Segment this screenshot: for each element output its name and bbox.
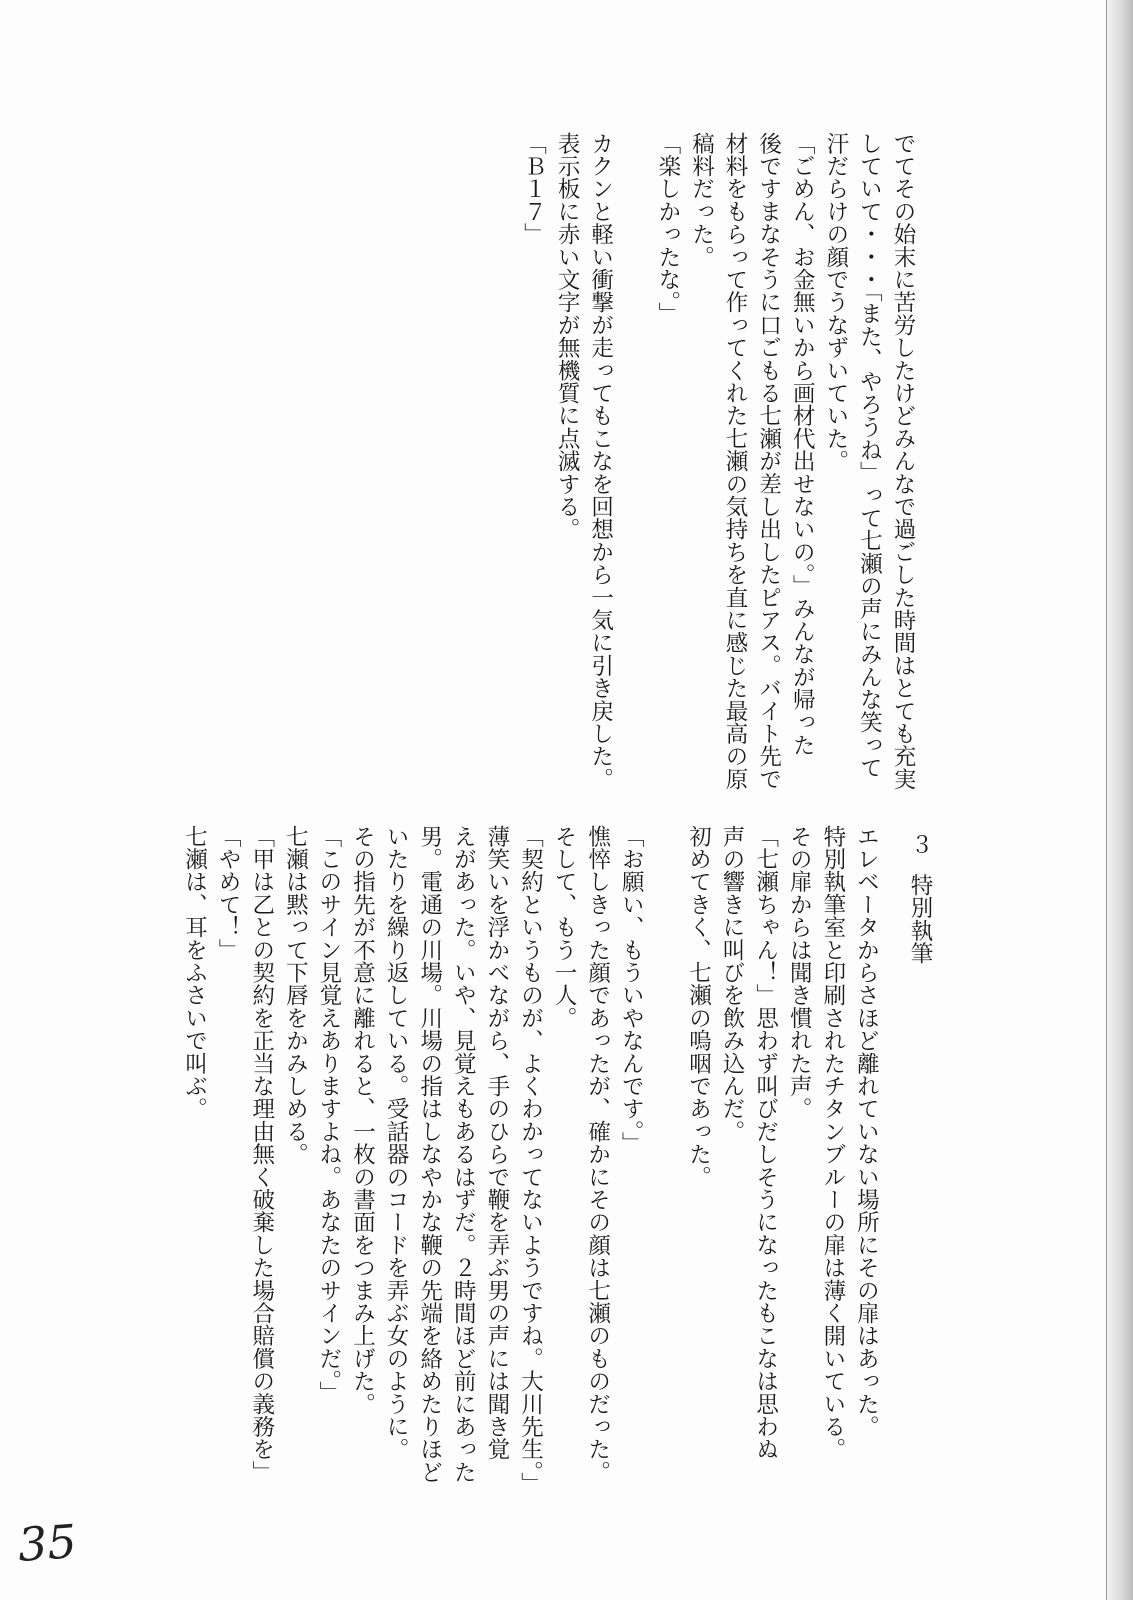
upper-text-block [516, 132, 919, 790]
text-line: 憔悴しきった顔であったが、確かにその顔は七瀬のものだった。 [584, 825, 611, 1484]
text-line: 「ごめん、お金無いから画材代出せないの。」みんなが帰った [789, 132, 816, 757]
text-line: 薄笑いを浮かべながら、手のひらで鞭を弄ぶ男の声には聞き覚 [483, 825, 510, 1461]
lower-paragraphs [177, 825, 882, 1495]
text-line: そして、もう一人。 [551, 825, 578, 1030]
text-line: 七瀬は、耳をふさいで叫ぶ。 [181, 825, 208, 1121]
text-line: していて・・・「また、やろうね」って七瀬の声にみんな笑って [856, 132, 883, 780]
chapter-heading [902, 825, 936, 1495]
text-line: 材料をもらって作ってくれた七瀬の気持ちを直に感じた最高の原 [722, 132, 749, 791]
text-line: 七瀬は黙って下唇をかみしめる。 [282, 825, 309, 1166]
lower-text-block [177, 825, 936, 1495]
text-line: 特別執筆室と印刷されたチタンブルーの扉は薄く開いている。 [819, 825, 846, 1461]
heading-spacer [882, 825, 902, 1495]
text-line: いたりを繰り返している。受話器のコードを弄ぶ女のように。 [383, 825, 410, 1461]
text-line: 「お願い、もういやなんです。」 [618, 825, 645, 1155]
text-line: エレベータからさほど離れていない場所にその扉はあった。 [853, 825, 880, 1438]
chapter-number: ３ [907, 833, 933, 856]
text-line: 声の響きに叫びを飲み込んだ。 [719, 825, 746, 1143]
text-line: カクンと軽い衝撃が走ってもこなを回想から一気に引き戻した。 [587, 132, 614, 791]
text-line: 「やめて！」 [215, 825, 242, 962]
chapter-title: 特別執筆 [907, 873, 933, 965]
text-line: 「七瀬ちゃん！」思わず叫びだしそうになったもこなは思わぬ [752, 825, 779, 1461]
text-line: 「甲は乙との契約を正当な理由無く破棄した場合賠償の義務を」 [248, 825, 275, 1484]
text-line: 初めてきく、七瀬の嗚咽であった。 [685, 825, 712, 1189]
text-line: 稿料だった。 [688, 132, 715, 269]
page-edge [1106, 0, 1133, 1600]
text-line: でてその始末に苦労したけどみんなで過ごした時間はとても充実 [890, 132, 916, 791]
text-line: その扉からは聞き慣れた声。 [786, 825, 813, 1121]
text-line: その指先が不意に離れると、一枚の書面をつまみ上げた。 [349, 825, 376, 1416]
page-number: 35 [16, 1514, 79, 1572]
text-line: 男。電通の川場。川場の指はしなやかな鞭の先端を絡めたりほど [416, 825, 443, 1484]
text-line: 汗だらけの顔でうなずいていた。 [822, 132, 849, 473]
text-line: 表示板に赤い文字が無機質に点滅する。 [554, 132, 581, 541]
text-line: 「楽しかったな。」 [654, 132, 681, 326]
text-line: 「契約というものが、よくわかってないようですね。大川先生。」 [517, 825, 544, 1495]
text-line: えがあった。いや、見覚えもあるはずだ。２時間ほど前にあった [450, 825, 477, 1484]
text-line: 「Ｂ１７」 [520, 132, 547, 246]
text-line [647, 825, 681, 1495]
text-line [617, 132, 651, 790]
text-line: 「このサイン見覚えありますよね。あなたのサインだ。」 [315, 825, 342, 1404]
text-line: 後ですまなそうに口ごもる七瀬が差し出したピアス。バイト先で [755, 132, 782, 791]
